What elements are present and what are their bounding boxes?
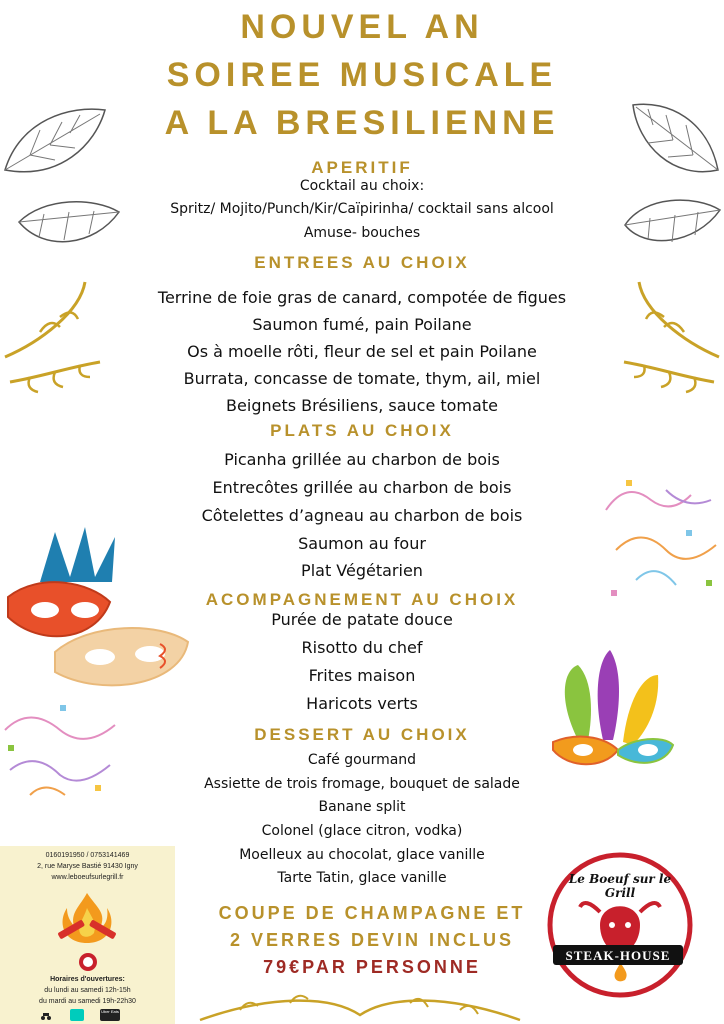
uber-eats-badge[interactable]: Uber Eats (100, 1009, 120, 1021)
menu-item: Café gourmand (307, 752, 417, 768)
title-line-3: A LA BRESILIENNE (164, 104, 560, 142)
menu-item: Frites maison (308, 666, 416, 685)
menu-item: Cocktail au choix: (299, 178, 425, 194)
menu-item: Risotto du chef (301, 638, 423, 657)
menu-item: Côtelettes d’agneau au charbon de bois (201, 506, 523, 525)
logo-top-text: Le Boeuf sur le Grill (568, 872, 672, 900)
menu-item: Tarte Tatin, glace vanille (277, 870, 447, 886)
hours-lunch: du lundi au samedi 12h-15h (44, 987, 131, 994)
menu-item: Colonel (glace citron, vodka) (261, 823, 463, 839)
hours-dinner: du mardi au samedi 19h-22h30 (39, 998, 136, 1005)
hours-title: Horaires d'ouvertures: (50, 976, 125, 983)
menu-item: Haricots verts (306, 694, 418, 713)
grill-fire-icon (52, 888, 122, 948)
menu-item: Amuse- bouches (303, 225, 421, 241)
title-line-1: NOUVEL AN (240, 8, 484, 46)
menu-item: Assiette de trois fromage, bouquet de salade (204, 776, 520, 792)
deliveroo-badge[interactable] (70, 1009, 84, 1021)
menu-item: Burrata, concasse de tomate, thym, ail, miel (183, 369, 541, 388)
footer-line-1: COUPE DE CHAMPAGNE ET (218, 903, 526, 923)
aperitif-heading: APERITIF (311, 158, 413, 177)
info-panel (0, 846, 175, 1024)
menu-item: Spritz/ Mojito/Punch/Kir/Caïpirinha/ cocktail sans alcool (170, 201, 554, 217)
menu-item: Picanha grillée au charbon de bois (224, 450, 500, 469)
menu-item: Saumon au four (298, 534, 426, 553)
menu-item: Terrine de foie gras de canard, compotée de figues (157, 288, 567, 307)
menu-item: Purée de patate douce (271, 610, 453, 629)
price-label: 79€PAR PERSONNE (263, 957, 481, 977)
accompagnement-heading: ACOMPAGNEMENT AU CHOIX (205, 590, 519, 609)
menu-item: Beignets Brésiliens, sauce tomate (226, 396, 498, 415)
delivery-scooter-icon[interactable] (40, 1009, 52, 1021)
menu-item: Plat Végétarien (301, 561, 423, 580)
phone-numbers: 0160191950 / 0753141469 (45, 852, 130, 859)
menu-item: Entrecôtes grillée au charbon de bois (212, 478, 512, 497)
entrees-heading: ENTREES AU CHOIX (254, 253, 470, 272)
logo-banner-text: STEAK-HOUSE (565, 948, 671, 963)
menu-item: Moelleux au chocolat, glace vanille (239, 847, 485, 863)
footer-line-2: 2 VERRES DEVIN INCLUS (229, 930, 515, 950)
address: 2, rue Maryse Bastié 91430 Igny (37, 863, 138, 870)
gold-swirl-icon (180, 975, 540, 1024)
menu-item: Banane split (318, 799, 406, 815)
menu-item: Os à moelle rôti, fleur de sel et pain Poilane (187, 342, 537, 361)
title-line-2: SOIREE MUSICALE (166, 56, 558, 94)
plats-heading: PLATS AU CHOIX (270, 421, 454, 440)
dessert-heading: DESSERT AU CHOIX (254, 725, 470, 744)
website-link[interactable]: www.leboeufsurlegrill.fr (51, 874, 124, 881)
small-logo-icon (78, 952, 98, 972)
menu-item: Saumon fumé, pain Poilane (252, 315, 472, 334)
